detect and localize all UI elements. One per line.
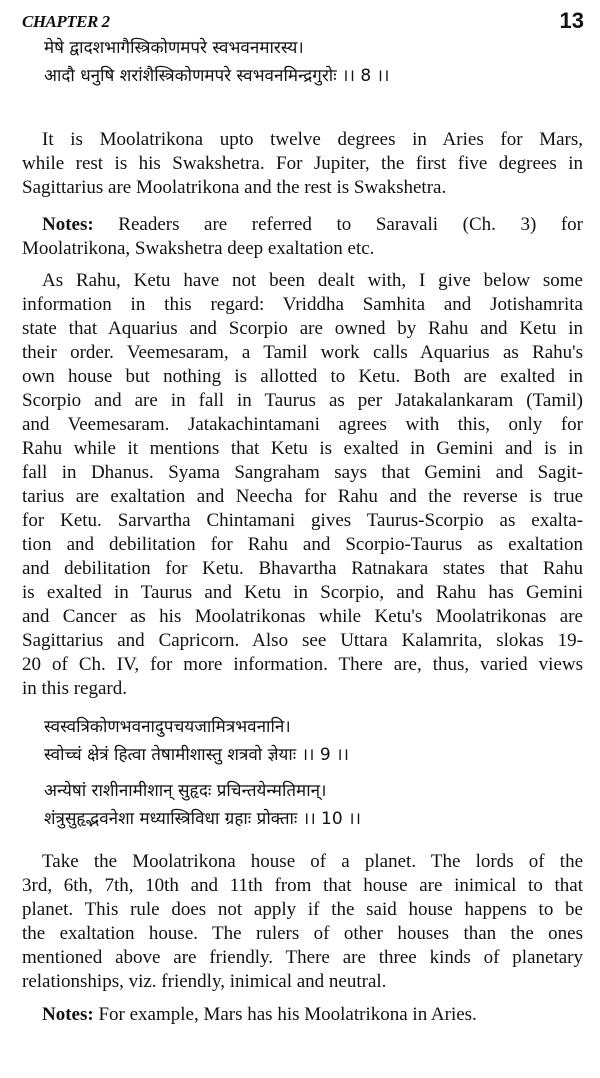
- text-line: It is Moolatrikona upto twelve degrees in Aries for Mars,: [42, 129, 583, 150]
- text-line: Take the Moolatrikona house of a planet. The lords of the: [42, 851, 583, 872]
- text-line: Sagittarius and Capricorn. Also see Uttara Kalamrita, slokas 19-: [22, 630, 583, 651]
- verse-line: आदौ धनुषि शरांशैस्त्रिकोणमपरे स्वभवनमिन्द्रगुरोः ।। 8 ।।: [44, 66, 390, 86]
- text-line: As Rahu, Ketu have not been dealt with, I give below some: [42, 270, 583, 291]
- text-line: Moolatrikona, Swakshetra deep exaltation etc.: [22, 238, 375, 259]
- verse-line: मेषे द्वादशभागैस्त्रिकोणमपरे स्वभवनमारस्य।: [44, 38, 304, 58]
- text-line: in this regard.: [22, 678, 128, 699]
- verse-line: स्वस्वत्रिकोणभवनादुपचयजामित्रभवनानि।: [44, 717, 291, 737]
- text-line: fall in Dhanus. Syama Sangraham says that Gemini and Sagit-: [22, 462, 583, 483]
- text-line: and debilitation for Ketu. Bhavartha Ratnakara states that Rahu: [22, 558, 583, 579]
- text-line: Scorpio and are in fall in Taurus as per Jatakalankaram (Tamil): [22, 390, 583, 411]
- text-line: 20 of Ch. IV, for more information. There are, thus, varied views: [22, 654, 583, 675]
- text-line: For example, Mars has his Moolatrikona in Aries.: [98, 1004, 477, 1025]
- text-line: own house but nothing is allotted to Ketu. Both are exalted in: [22, 366, 583, 387]
- text-line: tion and debilitation for Rahu and Scorpio-Taurus as exaltation: [22, 534, 583, 555]
- text-line: and Veemesaram. Jatakachintamani agrees with this, only for: [22, 414, 583, 435]
- text-line: Readers are referred to Saravali (Ch. 3) for: [118, 214, 583, 235]
- text-line: Rahu while it mentions that Ketu is exalted in Gemini and is in: [22, 438, 583, 459]
- paragraph-3: [22, 850, 583, 994]
- text-line: mentioned above are friendly. There are three kinds of planetary: [22, 947, 583, 968]
- text-line: information in this regard: Vriddha Samhita and Jotishamrita: [22, 294, 583, 315]
- notes-label: Notes:: [42, 214, 94, 235]
- page-number: 13: [559, 8, 584, 33]
- text-line: planet. This rule does not apply if the said house happens to be: [22, 899, 583, 920]
- text-line: tarius are exaltation and Neecha for Rahu and the reverse is true: [22, 486, 583, 507]
- verse-line: अन्येषां राशीनामीशान् सुहृदः प्रचिन्तयेन्मतिमान्।: [44, 781, 327, 801]
- notes-1: [22, 213, 583, 261]
- text-line: while rest is his Swakshetra. For Jupiter, the first five degrees in: [22, 153, 583, 174]
- text-line: for Ketu. Sarvartha Chintamani gives Taurus-Scorpio as exalta-: [22, 510, 583, 531]
- verse-9: [22, 713, 583, 769]
- text-line: the exaltation house. The rulers of other houses than the ones: [22, 923, 583, 944]
- notes-label: Notes:: [42, 1004, 94, 1025]
- verse-line: शंत्रुसुहृद्भवनेशा मध्यास्त्रिविधा ग्रहाः प्रोक्ताः ।। 10 ।।: [44, 809, 361, 829]
- verse-10: [22, 777, 583, 833]
- verse-line: स्वोच्चं क्षेत्रं हित्वा तेषामीशास्तु शत्रवो ज्ञेयाः ।। 9 ।।: [44, 745, 349, 765]
- chapter-label: CHAPTER 2: [22, 12, 110, 31]
- notes-2: [22, 1003, 583, 1027]
- page-header: [22, 8, 584, 34]
- text-line: their order. Veemesaram, a Tamil work calls Aquarius as Rahu's: [22, 342, 583, 363]
- text-line: relationships, viz. friendly, inimical and neutral.: [22, 971, 387, 992]
- text-line: is exalted in Taurus and Ketu in Scorpio, and Rahu has Gemini: [22, 582, 583, 603]
- text-line: state that Aquarius and Scorpio are owned by Rahu and Ketu in: [22, 318, 583, 339]
- text-line: 3rd, 6th, 7th, 10th and 11th from that house are inimical to that: [22, 875, 583, 896]
- verse-8: [22, 34, 583, 90]
- paragraph-1: [22, 128, 583, 200]
- paragraph-2: [22, 269, 583, 701]
- text-line: and Cancer as his Moolatrikonas while Ketu's Moolatrikonas are: [22, 606, 583, 627]
- text-line: Sagittarius are Moolatrikona and the rest is Swakshetra.: [22, 177, 447, 198]
